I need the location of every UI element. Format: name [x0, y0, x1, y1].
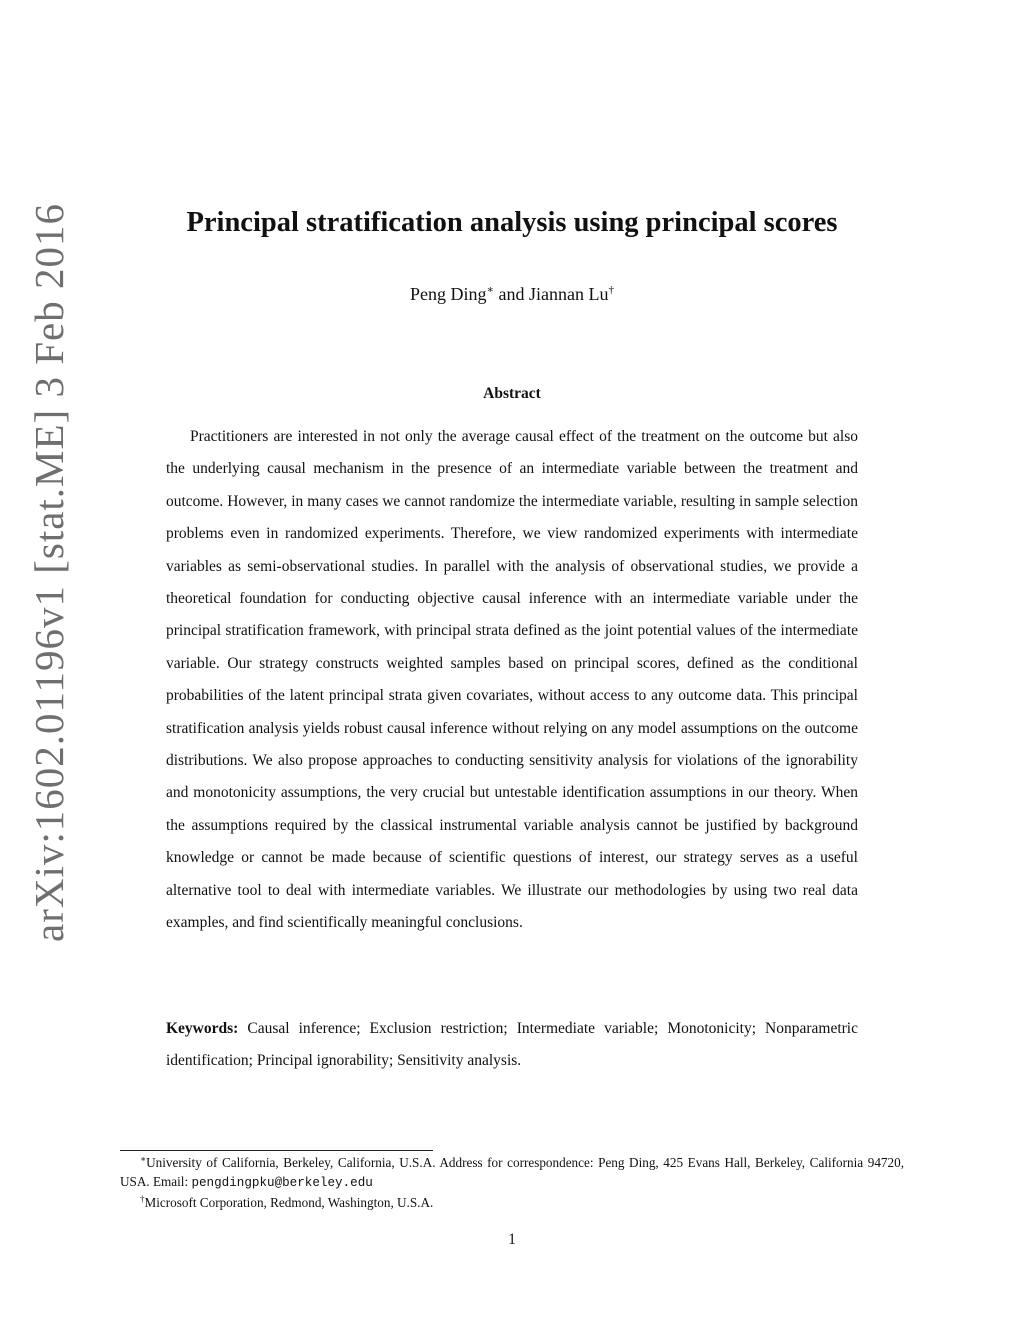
footnotes [120, 1153, 904, 1212]
paper-title: Principal stratification analysis using principal scores [186, 207, 838, 238]
footnote-marker: ∗ [486, 284, 494, 296]
footnote-divider [120, 1150, 433, 1151]
abstract-text: Practitioners are interested in not only the average causal effect of the treatment on the outcome but also the underlying causal mechanism in the presence of an intermediate variable between the treatment and outcome. However, in many cases we cannot randomize the intermediate variable, resulting in sample selection problems even in randomized experiments. Therefore, we view randomized experiments with intermediate variables as semi-observational studies. In parallel with the analysis of observational studies, we provide a theoretical foundation for conducting objective causal inference with an intermediate variable under the principal stratification framework, with principal strata defined as the joint potential values of the intermediate variable. Our strategy constructs weighted samples based on principal scores, defined as the conditional probabilities of the latent principal strata given covariates, without access to any outcome data. This principal stratification analysis yields robust causal inference without relying on any model assumptions on the outcome distributions. We also propose approaches to conducting sensitivity analysis for violations of the ignorability and monotonicity assumptions, the very crucial but untestable identification assumptions in our theory. When the assumptions required by the classical instrumental variable analysis cannot be justified by background knowledge or cannot be made because of scientific questions of interest, our strategy serves as a useful alternative tool to deal with intermediate variables. We illustrate our methodologies by using two real data examples, and find scientifically meaningful conclusions. [166, 428, 858, 932]
arxiv-identifier-stamp: arXiv:1602.01196v1 [stat.ME] 3 Feb 2016 [26, 203, 72, 942]
footnote-marker: † [608, 284, 614, 296]
footnote-affiliation-1 [120, 1153, 904, 1193]
author-name: Jiannan Lu [529, 284, 609, 304]
author-conjunction: and [494, 284, 529, 304]
footnote-affiliation-2 [120, 1193, 904, 1212]
keywords-text: Causal inference; Exclusion restriction; Intermediate variable; Monotonicity; Nonparametric identification; Principal ignorability; Sensitivity analysis. [166, 1020, 858, 1070]
footnote-marker: † [140, 1194, 145, 1204]
email-address: pengdingpku@berkeley.edu [191, 1176, 373, 1190]
footnote-text: Microsoft Corporation, Redmond, Washington, U.S.A. [144, 1195, 434, 1210]
keywords-label: Keywords: [166, 1020, 239, 1037]
keywords-paragraph [166, 1013, 858, 1078]
abstract-heading: Abstract [483, 385, 541, 402]
footnote-marker: ∗ [140, 1154, 147, 1164]
author-line [0, 281, 1024, 307]
author-name: Peng Ding [410, 284, 487, 304]
page-number: 1 [508, 1231, 516, 1248]
footnote-text: University of California, Berkeley, California, U.S.A. Address for correspondence: Peng Ding, 425 Evans Hall, Berkeley, California 94720, USA. Email: [120, 1155, 904, 1189]
